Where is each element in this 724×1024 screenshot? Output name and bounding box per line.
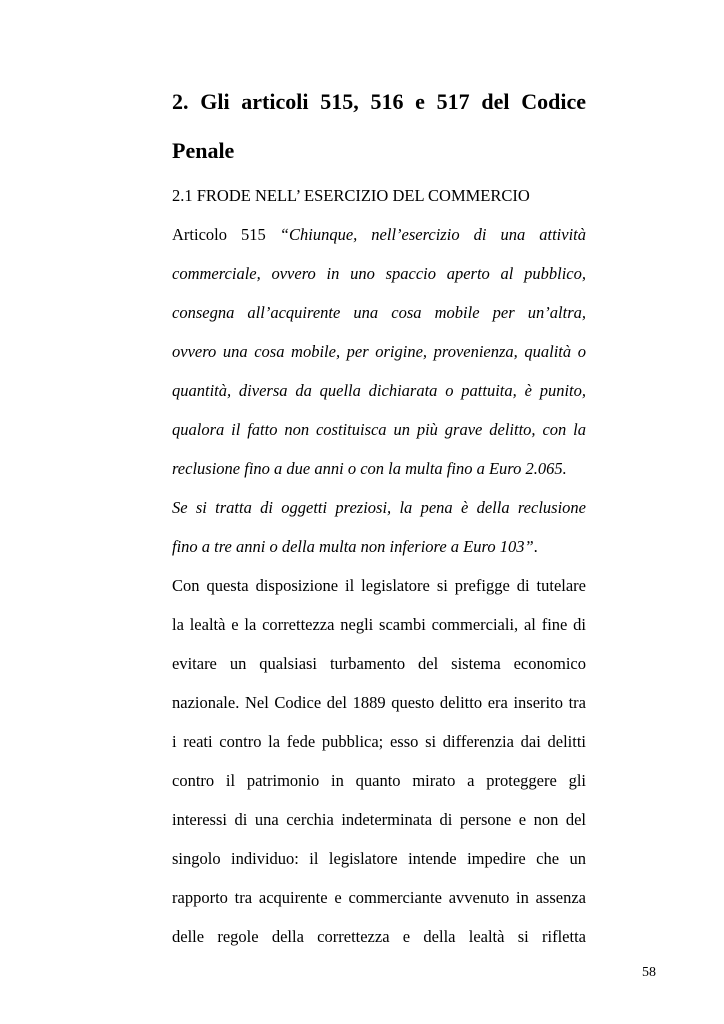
article-quote-line: ovvero una cosa mobile, per origine, provenienza, qualità o bbox=[172, 342, 586, 361]
section-heading-line-1: 2. Gli articoli 515, 516 e 517 del Codice bbox=[172, 89, 586, 114]
article-quote-line: commerciale, ovvero in uno spaccio aperto al pubblico, bbox=[172, 264, 586, 283]
article-line-1 bbox=[172, 225, 586, 245]
body-line: Con questa disposizione il legislatore si prefigge di tutelare bbox=[172, 576, 586, 595]
page-number: 58 bbox=[642, 965, 656, 980]
body-line: delle regole della correttezza e della lealtà si rifletta bbox=[172, 927, 586, 946]
article-quote-line: “Chiunque, nell’esercizio di una attività bbox=[279, 225, 586, 244]
body-line: rapporto tra acquirente e commerciante avvenuto in assenza bbox=[172, 888, 586, 907]
body-line: interessi di una cerchia indeterminata di persone e non del bbox=[172, 810, 586, 829]
article-quote-line: fino a tre anni o della multa non inferiore a Euro 103” bbox=[172, 537, 534, 556]
subsection-heading: 2.1 FRODE NELL’ ESERCIZIO DEL COMMERCIO bbox=[172, 186, 530, 205]
body-line: la lealtà e la correttezza negli scambi commerciali, al fine di bbox=[172, 615, 586, 634]
article-quote-line: reclusione fino a due anni o con la multa fino a Euro 2.065. bbox=[172, 459, 567, 478]
article-quote-line: consegna all’acquirente una cosa mobile per un’altra, bbox=[172, 303, 586, 322]
body-line: evitare un qualsiasi turbamento del sistema economico bbox=[172, 654, 586, 673]
section-heading-line-2: Penale bbox=[172, 138, 235, 163]
article-quote-line: quantità, diversa da quella dichiarata o pattuita, è punito, bbox=[172, 381, 586, 400]
article-end-mark: . bbox=[533, 537, 538, 556]
article-quote-line: Se si tratta di oggetti preziosi, la pena è della reclusione bbox=[172, 498, 586, 517]
body-line: contro il patrimonio in quanto mirato a proteggere gli bbox=[172, 771, 586, 790]
article-quote-last-line bbox=[172, 537, 586, 557]
article-quote-line: qualora il fatto non costituisca un più grave delitto, con la bbox=[172, 420, 586, 439]
body-line: i reati contro la fede pubblica; esso si differenzia dai delitti bbox=[172, 732, 586, 751]
body-line: singolo individuo: il legislatore intende impedire che un bbox=[172, 849, 586, 868]
article-label: Articolo 515 bbox=[172, 225, 266, 244]
body-line: nazionale. Nel Codice del 1889 questo delitto era inserito tra bbox=[172, 693, 586, 712]
